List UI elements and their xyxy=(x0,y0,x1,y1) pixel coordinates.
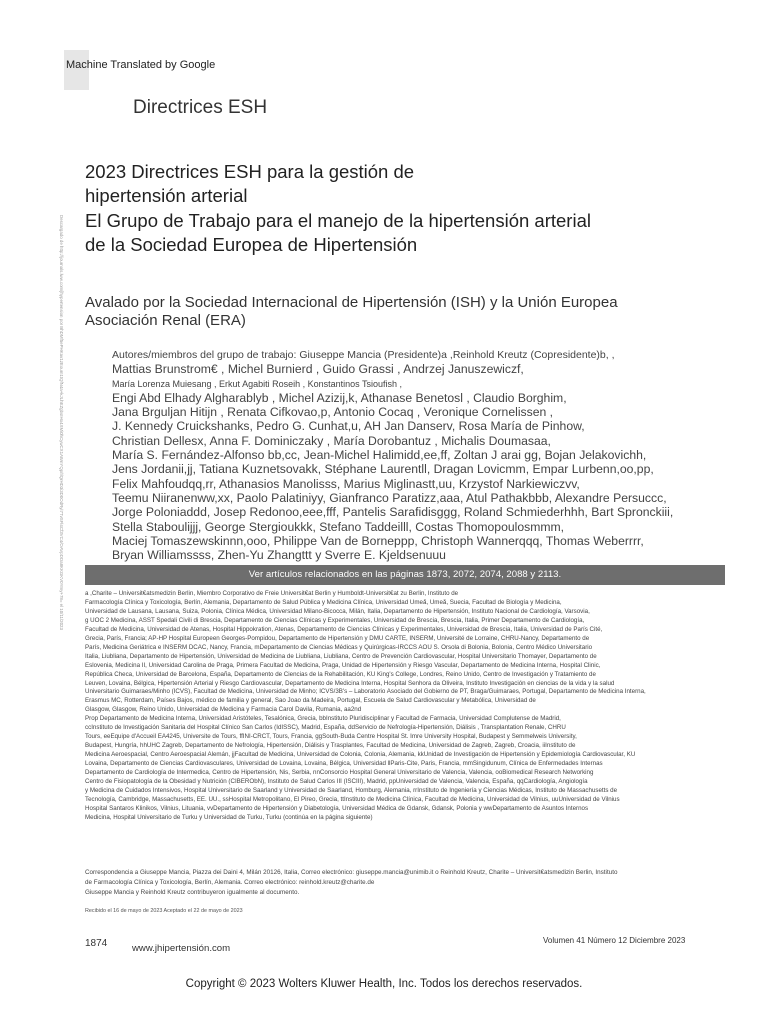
affiliation-line: París, Medicina Geriátrica e INSERM DCAC, Nancy, Francia, mDepartamento de Ciencias Médicas y Quirúrgicas-IRCCS AOU S. Orsola di Bolonia, Bolonia, Centro Médico Universitario xyxy=(85,643,593,651)
affiliation-line: República Checa, Universidad de Barcelona, España, Departamento de Ciencias de la Rehabilitación, KU King's College, Londres, Reino Unido, Centro de Investigación y Tratamiento de xyxy=(85,670,596,678)
affiliation-line: y Medicina de Cuidados Intensivos, Hospital Universitario de Saarland y Universidad de Saarland, Homburg, Alemania, rrInstituto de Ingeniería y Ciencias Médicas, Instituto de Massachusetts de xyxy=(85,786,618,794)
author-line: Teemu Niiranenww,xx, Paolo Palatiniyy, Gianfranco Paratizz,aaa, Atul Pathakbbb, Alexandre Persuccc, xyxy=(112,490,667,505)
affiliation-line: Italia, Liubliana, Departamento de Hipertensión, Universidad de Medicina de Liubliana, Liubliana, Centro de Prevención Cardiovascular, Hospital Universitario Thomayer, Departamento de xyxy=(85,652,597,660)
endorsement xyxy=(85,294,725,330)
affiliation-line: Glasgow, Glasgow, Reino Unido, Universidad de Medicina y Farmacia Carol Davila, Rumania, aa2nd xyxy=(85,706,362,714)
endorsement-line: Asociación Renal (ERA) xyxy=(85,312,246,329)
author-line: Bryan Williamssss, Zhen-Yu Zhangttt y Sverre E. Kjeldsenuuu xyxy=(112,548,446,563)
author-line: Christian Dellesx, Anna F. Dominiczaky , María Dorobantuz , Michalis Doumasaa, xyxy=(112,433,551,448)
title-line: hipertensión arterial xyxy=(85,185,248,207)
title-line: 2023 Directrices ESH para la gestión de xyxy=(85,161,415,182)
author-line: Jens Jordanii,jj, Tatiana Kuznetsovakk, Stéphane Laurentll, Dragan Lovicmm, Empar Lurbenn,oo,pp, xyxy=(112,462,654,477)
author-line: María S. Fernández-Alfonso bb,cc, Jean-Michel Halimidd,ee,ff, Zoltan J arai gg, Bojan Jelakovichh, xyxy=(112,448,647,463)
affiliation-line: ccInstituto de Investigación Sanitaria del Hospital Clínico San Carlos (IdISSC), Madrid, España, ddServicio de Nefrología-Hipertensión, Diálisis , Transplantation Renale, CHRU xyxy=(85,724,566,732)
affiliation-line: Tecnología, Cambridge, Massachusetts, EE. UU., ssHospital Metropolitano, El Pireo, Grecia, ttInstituto de Medicina Clínica, Facultad de Medicina, Universidad de Vilnius, uuUniversidad de Vilnius xyxy=(85,795,620,803)
author-line: Maciej Tomaszewskinnn,ooo, Philippe Van de Borneppp, Christoph Wannerqqq, Thomas Weberrrr, xyxy=(112,533,644,548)
title-line: de la Sociedad Europea de Hipertensión xyxy=(85,233,418,255)
section-title: Directrices ESH xyxy=(133,97,268,118)
author-line: Engi Abd Elhady Algharablyb , Michel Azizij,k, Athanase Benetosl , Claudio Borghim, xyxy=(112,390,567,405)
endorsement-line: Avalado por la Sociedad Internacional de Hipertensión (ISH) y la Unión Europea xyxy=(85,294,618,311)
affiliations xyxy=(85,590,725,823)
correspondence-line: Correspondencia a Giuseppe Mancia, Piazza dei Daini 4, Milán 20126, Italia, Correo electrónico: giuseppe.mancia@unimib.it o Reinhold Kreutz, Charite – Universit€atsmedizin Berlin, Instituto xyxy=(85,869,618,876)
affiliation-line: Universidad de Lausana, Lausana, Suiza, Polonia, Clínica Médica, Universidad Milano-Bicocca, Milán, Italia, Departamento de Hipertensión, Instituto Nacional de Cardiología, Varsovia, xyxy=(85,607,590,615)
affiliation-line: Leuven, Lovaina, Bélgica, Hipertensión Arterial y Riesgo Cardiovascular, Departamento de Medicina Interna, Hospital Senhora da Oliveira, Instituto Investigación en ciencias de la vida y la salud xyxy=(85,679,615,687)
journal-issue-info: Volumen 41 Número 12 Diciembre 2023 xyxy=(543,936,686,945)
main-title xyxy=(85,160,725,257)
author-line: Jana Brguljan Hitijn , Renata Cifkovao,p, Antonio Cocaq , Veronique Cornelissen , xyxy=(112,405,554,420)
author-line: María Lorenza Muiesang , Erkut Agabiti Roseih , Konstantinos Tsioufish , xyxy=(112,378,402,389)
correspondence-line: de Farmacología Clínica y Toxicología, Berlín, Alemania. Correo electrónico: reinhold.kreutz@charite.de xyxy=(85,879,375,887)
affiliation-line: Medicina Aeroespacial, Centro Aeroespacial Alemán, jjFacultad de Medicina, Universidad de Colonia, Colonia, Alemania, kkUnidad de Investigación de Hipertensión y Epidemiología Cardiovascular, KU xyxy=(85,751,636,759)
author-line: Autores/miembros del grupo de trabajo: Giuseppe Mancia (Presidente)a ,Reinhold Kreutz (Copresidente)b, , xyxy=(112,349,615,361)
affiliation-line: Lovaina, Departamento de Ciencias Cardiovasculares, Universidad de Lovaina, Lovaina, Bélgica, Universidad llParis-Cite, Paris, Francia, mmSingidunum, Clínica de Enfermedades Internas xyxy=(85,760,603,768)
affiliation-line: Budapest, Hungría, hhUHC Zagreb, Departamento de Nefrología, Hipertensión, Diálisis y Trasplantes, Facultad de Medicina, Universidad de Zagreb, Zagreb, Croacia, iiInstituto de xyxy=(85,742,576,750)
affiliation-line: Erasmus MC, Rotterdam, Países Bajos, médico de familia y general, Sao Joao da Madeira, Portugal, Escuela de Salud Cardiovascular y Metabólica, Universidad de xyxy=(85,697,536,705)
author-line: Felix Mahfoudqq,rr, Athanasios Manolisss, Marius Miglinastt,uu, Krzystof Narkiewiczvv, xyxy=(112,476,580,491)
author-line: Stella Staboulijjj, George Stergioukkk, Stefano Taddeilll, Costas Thomopoulosmmm, xyxy=(112,519,565,534)
affiliation-line: Eslovenia, Medicina II, Universidad Carolina de Praga, Primera Facultad de Medicina, Praga, Unidad de Hipertensión y Riesgo Vascular, Departamento de Medicina Interna, Hospital Clinic, xyxy=(85,661,601,669)
affiliation-line: Grecia, París, Francia; AP-HP Hospital Europeen Georges-Pompidou, Departamento de Hipertensión y DMU CARTE, INSERM, Université de Lorraine, CHRU-Nancy, Departamento de xyxy=(85,634,590,642)
affiliation-line: a ,Charite – Universit€atsmedizin Berlin, Miembro Corporativo de Freie Universit€at Berlin y Humboldt-Universit€at zu Berlin, Instituto de xyxy=(85,590,459,597)
download-watermark: Descargado de http://journals.lww.com/jhypertension por BhDMf5ePHKav1zEoum1tQfN4a+kJLhEZgbsIHo4XMi0hCywCX1AWnYQp/IlQrHD3i3D0OdRyi7TvSFl4Cf3VC4/OAVpDDa8KKGKV0Ymy+78= el 10/11/2023 xyxy=(59,215,64,630)
author-line: Jorge Poloniaddd, Josep Redonoo,eee,fff, Pantelis Sarafidisggg, Roland Schmiederhhh, Bart Spronckiii, xyxy=(112,505,674,520)
affiliation-line: g UOC 2 Medicina, ASST Spedali Civili di Brescia, Departamento de Ciencias Clínicas y Experimentales, Universidad de Brescia, Brescia, Italia, Primer Departamento de Cardiología, xyxy=(85,616,585,624)
author-list xyxy=(112,348,717,562)
affiliation-line: Tours, eeEquipe d'Accueil EA4245, Universite de Tours, ffINI-CRCT, Tours, Francia, ggSouth-Buda Centre Hospital St. Imre University Hospital, Budapest y Semmelweis University, xyxy=(85,733,577,741)
journal-url[interactable]: www.jhipertensión.com xyxy=(132,943,231,954)
affiliation-line: Centro de Fisiopatología de la Obesidad y Nutrición (CIBERObN), Instituto de Salud Carlos III (ISCIII), Madrid, ppUniversidad de Valencia, Valencia, España, qqCardiología, Angiología xyxy=(85,778,588,786)
author-line: Mattias Brunstrom€ , Michel Burnierd , Guido Grassi , Andrzej Januszewiczf, xyxy=(112,362,524,377)
copyright-notice: Copyright © 2023 Wolters Kluwer Health, Inc. Todos los derechos reservados. xyxy=(185,978,583,990)
correspondence xyxy=(85,868,725,899)
affiliation-line: Universitario Guimaraes/Minho (ICVS), Facultad de Medicina, Universidad de Minho; ICVS/3B's – Laboratorio Asociado del Gobierno de PT, Braga/Guimaraes, Portugal, Departamento de Medicina Interna, xyxy=(85,688,646,696)
received-dates: Recibido el 16 de mayo de 2023 Aceptado el 22 de mayo de 2023 xyxy=(85,908,243,914)
related-articles-bar: Ver artículos relacionados en las páginas 1873, 2072, 2074, 2088 y 2113. xyxy=(85,565,725,585)
affiliation-line: Medicina, Hospital Universitario de Turku y Universidad de Turku, Turku (continúa en la página siguiente) xyxy=(85,813,373,821)
page-number: 1874 xyxy=(85,938,108,949)
affiliation-line: Farmacología Clínica y Toxicología, Berlín, Alemania, Departamento de Salud Pública y Medicina Clínica, Universidad Umeå, Umeå, Suecia, Facultad de Biología y Medicina, xyxy=(85,598,562,606)
affiliation-line: Hospital Santaros Klinikos, Vilnius, Lituania, vvDepartamento de Hipertensión y Diabetología, Universidad Médica de Gdansk, Gdansk, Polonia y wwDepartamento de Asuntos Internos xyxy=(85,804,589,812)
author-line: J. Kennedy Cruickshanks, Pedro G. Cunhat,u, AH Jan Danserv, Rosa María de Pinhow, xyxy=(112,419,585,434)
affiliation-line: Prop Departamento de Medicina Interna, Universidad Aristóteles, Tesalónica, Grecia, bbInstituto Pluridisciplinar y Facultad de Farmacia, Universidad Complutense de Madrid, xyxy=(85,715,561,723)
affiliation-line: Departamento de Cardiología de Intermedica, Centro de Hipertensión, Nis, Serbia, nnConsorcio Hospital General Universitario de Valencia, Valencia, ooBiomedical Research Networking xyxy=(85,769,594,777)
title-line: El Grupo de Trabajo para el manejo de la hipertensión arterial xyxy=(85,209,591,231)
correspondence-line: Giuseppe Mancia y Reinhold Kreutz contribuyeron igualmente al documento. xyxy=(85,889,300,897)
affiliation-line: Facultad de Medicina, Universidad de Atenas, Hospital Hippokration, Atenas, Departamento de Ciencias Clínicas y Experimentales, Universidad de Brescia, Italia, Universidad de París Cité, xyxy=(85,625,603,633)
machine-translated-label: Machine Translated by Google xyxy=(66,59,216,71)
